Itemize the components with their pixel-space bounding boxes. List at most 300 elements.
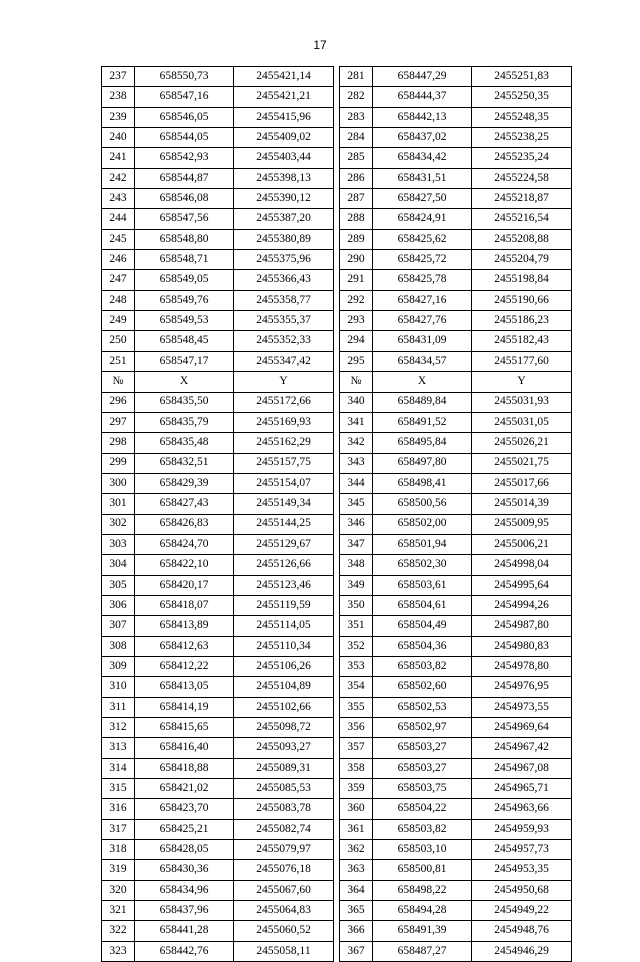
header-cell-num: № (102, 372, 135, 392)
cell-right-num: 281 (340, 67, 373, 87)
cell-left-x: 658435,48 (135, 433, 234, 453)
cell-right-x: 658503,61 (373, 575, 472, 595)
cell-right-x: 658502,30 (373, 555, 472, 575)
cell-left-x: 658424,70 (135, 534, 234, 554)
cell-right-y: 2455198,84 (472, 270, 572, 290)
cell-right-y: 2454949,22 (472, 901, 572, 921)
table-row (102, 758, 572, 778)
cell-left-num: 302 (102, 514, 135, 534)
cell-right-y: 2455017,66 (472, 473, 572, 493)
cell-left-y: 2455358,77 (234, 290, 334, 310)
cell-left-num: 309 (102, 656, 135, 676)
table-row (102, 575, 572, 595)
cell-right-num: 359 (340, 779, 373, 799)
cell-right-x: 658491,39 (373, 921, 472, 941)
cell-left-num: 251 (102, 351, 135, 371)
table-row (102, 168, 572, 188)
cell-right-y: 2454969,64 (472, 718, 572, 738)
cell-right-num: 283 (340, 107, 373, 127)
cell-left-y: 2455415,96 (234, 107, 334, 127)
cell-right-y: 2455224,58 (472, 168, 572, 188)
cell-right-y: 2454967,42 (472, 738, 572, 758)
table-row (102, 901, 572, 921)
cell-left-num: 317 (102, 819, 135, 839)
cell-left-y: 2455119,59 (234, 595, 334, 615)
cell-right-x: 658425,72 (373, 250, 472, 270)
cell-right-y: 2454959,93 (472, 819, 572, 839)
header-cell-x: X (135, 372, 234, 392)
header-cell-x: X (373, 372, 472, 392)
cell-left-y: 2455421,14 (234, 67, 334, 87)
cell-left-x: 658549,76 (135, 290, 234, 310)
cell-left-x: 658550,73 (135, 67, 234, 87)
cell-right-x: 658431,09 (373, 331, 472, 351)
cell-left-x: 658421,02 (135, 779, 234, 799)
cell-right-x: 658425,78 (373, 270, 472, 290)
cell-left-num: 296 (102, 392, 135, 412)
cell-left-num: 313 (102, 738, 135, 758)
cell-left-x: 658415,65 (135, 718, 234, 738)
cell-left-x: 658422,10 (135, 555, 234, 575)
page-number: 17 (313, 38, 327, 52)
cell-right-y: 2455248,35 (472, 107, 572, 127)
cell-left-x: 658435,79 (135, 412, 234, 432)
table-row (102, 473, 572, 493)
cell-left-x: 658548,71 (135, 250, 234, 270)
cell-left-y: 2455366,43 (234, 270, 334, 290)
cell-right-y: 2454998,04 (472, 555, 572, 575)
cell-right-y: 2454994,26 (472, 595, 572, 615)
cell-right-x: 658442,13 (373, 107, 472, 127)
cell-left-x: 658425,21 (135, 819, 234, 839)
cell-right-y: 2455208,88 (472, 229, 572, 249)
cell-left-num: 304 (102, 555, 135, 575)
cell-left-y: 2455110,34 (234, 636, 334, 656)
table-row (102, 595, 572, 615)
cell-left-x: 658547,17 (135, 351, 234, 371)
cell-left-y: 2455064,83 (234, 901, 334, 921)
cell-left-y: 2455387,20 (234, 209, 334, 229)
cell-right-num: 360 (340, 799, 373, 819)
cell-right-y: 2455251,83 (472, 67, 572, 87)
cell-right-x: 658501,94 (373, 534, 472, 554)
table-row (102, 677, 572, 697)
cell-left-num: 308 (102, 636, 135, 656)
table-row (102, 921, 572, 941)
cell-left-y: 2455352,33 (234, 331, 334, 351)
cell-left-num: 315 (102, 779, 135, 799)
cell-left-y: 2455093,27 (234, 738, 334, 758)
cell-right-y: 2454976,95 (472, 677, 572, 697)
cell-left-x: 658414,19 (135, 697, 234, 717)
table-row (102, 494, 572, 514)
cell-right-x: 658500,81 (373, 860, 472, 880)
cell-right-num: 340 (340, 392, 373, 412)
header-cell-y: Y (472, 372, 572, 392)
table-row (102, 107, 572, 127)
cell-left-x: 658412,22 (135, 656, 234, 676)
cell-right-y: 2454978,80 (472, 656, 572, 676)
cell-left-y: 2455126,66 (234, 555, 334, 575)
table-row (102, 534, 572, 554)
cell-right-num: 346 (340, 514, 373, 534)
cell-right-num: 351 (340, 616, 373, 636)
cell-right-num: 292 (340, 290, 373, 310)
cell-right-num: 365 (340, 901, 373, 921)
cell-left-num: 243 (102, 189, 135, 209)
cell-left-num: 312 (102, 718, 135, 738)
table-row (102, 718, 572, 738)
cell-right-y: 2455006,21 (472, 534, 572, 554)
table-row (102, 697, 572, 717)
cell-left-y: 2455082,74 (234, 819, 334, 839)
header-cell-y: Y (234, 372, 334, 392)
cell-left-y: 2455403,44 (234, 148, 334, 168)
cell-right-x: 658502,53 (373, 697, 472, 717)
cell-right-x: 658487,27 (373, 941, 472, 961)
cell-right-num: 293 (340, 311, 373, 331)
cell-right-x: 658427,76 (373, 311, 472, 331)
cell-left-num: 298 (102, 433, 135, 453)
cell-right-x: 658503,10 (373, 840, 472, 860)
table-row (102, 331, 572, 351)
cell-left-y: 2455154,07 (234, 473, 334, 493)
table-row (102, 209, 572, 229)
cell-right-y: 2455009,95 (472, 514, 572, 534)
cell-left-y: 2455157,75 (234, 453, 334, 473)
cell-left-x: 658546,05 (135, 107, 234, 127)
cell-right-num: 294 (340, 331, 373, 351)
cell-right-num: 366 (340, 921, 373, 941)
table-row (102, 229, 572, 249)
table-row (102, 819, 572, 839)
cell-right-x: 658503,82 (373, 656, 472, 676)
cell-right-x: 658498,22 (373, 880, 472, 900)
cell-left-y: 2455098,72 (234, 718, 334, 738)
cell-right-num: 357 (340, 738, 373, 758)
cell-left-x: 658544,05 (135, 128, 234, 148)
cell-left-x: 658548,80 (135, 229, 234, 249)
cell-left-y: 2455106,26 (234, 656, 334, 676)
cell-right-num: 352 (340, 636, 373, 656)
cell-left-num: 311 (102, 697, 135, 717)
cell-left-y: 2455347,42 (234, 351, 334, 371)
table-row (102, 311, 572, 331)
cell-left-y: 2455123,46 (234, 575, 334, 595)
cell-right-x: 658489,84 (373, 392, 472, 412)
cell-right-num: 354 (340, 677, 373, 697)
cell-left-y: 2455169,93 (234, 412, 334, 432)
cell-right-y: 2454953,35 (472, 860, 572, 880)
cell-left-y: 2455355,37 (234, 311, 334, 331)
table-row (102, 779, 572, 799)
cell-right-x: 658431,51 (373, 168, 472, 188)
table-row (102, 148, 572, 168)
cell-right-num: 345 (340, 494, 373, 514)
cell-left-x: 658429,39 (135, 473, 234, 493)
cell-right-x: 658497,80 (373, 453, 472, 473)
table-row (102, 514, 572, 534)
cell-left-num: 240 (102, 128, 135, 148)
cell-right-y: 2455182,43 (472, 331, 572, 351)
cell-left-num: 248 (102, 290, 135, 310)
table-row (102, 555, 572, 575)
cell-left-y: 2455114,05 (234, 616, 334, 636)
cell-right-y: 2455021,75 (472, 453, 572, 473)
cell-left-y: 2455375,96 (234, 250, 334, 270)
cell-right-x: 658425,62 (373, 229, 472, 249)
cell-right-x: 658427,16 (373, 290, 472, 310)
cell-left-num: 242 (102, 168, 135, 188)
cell-left-y: 2455060,52 (234, 921, 334, 941)
cell-right-y: 2454995,64 (472, 575, 572, 595)
cell-left-num: 299 (102, 453, 135, 473)
cell-left-num: 245 (102, 229, 135, 249)
cell-right-x: 658502,00 (373, 514, 472, 534)
cell-left-y: 2455129,67 (234, 534, 334, 554)
cell-right-num: 290 (340, 250, 373, 270)
cell-right-x: 658503,75 (373, 779, 472, 799)
cell-left-num: 320 (102, 880, 135, 900)
cell-right-num: 287 (340, 189, 373, 209)
table-row (102, 270, 572, 290)
cell-right-num: 350 (340, 595, 373, 615)
cell-right-y: 2454957,73 (472, 840, 572, 860)
cell-right-num: 343 (340, 453, 373, 473)
cell-left-x: 658435,50 (135, 392, 234, 412)
cell-right-y: 2455235,24 (472, 148, 572, 168)
cell-left-num: 237 (102, 67, 135, 87)
cell-right-x: 658494,28 (373, 901, 472, 921)
cell-left-x: 658544,87 (135, 168, 234, 188)
table-row (102, 636, 572, 656)
cell-left-x: 658427,43 (135, 494, 234, 514)
cell-right-num: 282 (340, 87, 373, 107)
cell-left-x: 658418,07 (135, 595, 234, 615)
cell-right-y: 2454963,66 (472, 799, 572, 819)
cell-right-num: 284 (340, 128, 373, 148)
cell-right-num: 367 (340, 941, 373, 961)
cell-right-num: 288 (340, 209, 373, 229)
cell-left-num: 314 (102, 758, 135, 778)
cell-right-num: 286 (340, 168, 373, 188)
cell-left-y: 2455421,21 (234, 87, 334, 107)
cell-left-x: 658548,45 (135, 331, 234, 351)
cell-right-num: 291 (340, 270, 373, 290)
cell-right-y: 2455026,21 (472, 433, 572, 453)
table-row (102, 290, 572, 310)
cell-right-x: 658427,50 (373, 189, 472, 209)
cell-left-y: 2455104,89 (234, 677, 334, 697)
cell-right-num: 363 (340, 860, 373, 880)
cell-left-x: 658442,76 (135, 941, 234, 961)
cell-right-y: 2454948,76 (472, 921, 572, 941)
cell-right-x: 658503,27 (373, 738, 472, 758)
cell-left-num: 322 (102, 921, 135, 941)
cell-right-num: 344 (340, 473, 373, 493)
cell-right-y: 2455218,87 (472, 189, 572, 209)
cell-right-num: 289 (340, 229, 373, 249)
cell-left-num: 305 (102, 575, 135, 595)
coordinates-table (101, 66, 572, 962)
cell-right-num: 361 (340, 819, 373, 839)
cell-right-y: 2454965,71 (472, 779, 572, 799)
cell-left-x: 658423,70 (135, 799, 234, 819)
cell-left-y: 2455162,29 (234, 433, 334, 453)
cell-right-x: 658447,29 (373, 67, 472, 87)
cell-right-x: 658503,27 (373, 758, 472, 778)
cell-left-y: 2455409,02 (234, 128, 334, 148)
table-row (102, 433, 572, 453)
cell-right-num: 353 (340, 656, 373, 676)
cell-left-x: 658412,63 (135, 636, 234, 656)
cell-left-num: 321 (102, 901, 135, 921)
cell-left-x: 658441,28 (135, 921, 234, 941)
cell-left-num: 238 (102, 87, 135, 107)
cell-right-x: 658502,60 (373, 677, 472, 697)
header-cell-num: № (340, 372, 373, 392)
table-row (102, 128, 572, 148)
table-row (102, 840, 572, 860)
cell-left-x: 658547,16 (135, 87, 234, 107)
cell-left-y: 2455085,53 (234, 779, 334, 799)
cell-left-num: 249 (102, 311, 135, 331)
cell-left-num: 301 (102, 494, 135, 514)
cell-left-num: 307 (102, 616, 135, 636)
table-row (102, 87, 572, 107)
cell-right-y: 2455204,79 (472, 250, 572, 270)
cell-left-x: 658413,05 (135, 677, 234, 697)
cell-right-x: 658504,22 (373, 799, 472, 819)
table-row (102, 656, 572, 676)
cell-right-y: 2455238,25 (472, 128, 572, 148)
cell-right-num: 358 (340, 758, 373, 778)
cell-left-num: 323 (102, 941, 135, 961)
cell-left-x: 658542,93 (135, 148, 234, 168)
cell-left-num: 247 (102, 270, 135, 290)
cell-left-x: 658547,56 (135, 209, 234, 229)
table-row (102, 860, 572, 880)
cell-left-num: 246 (102, 250, 135, 270)
cell-right-num: 342 (340, 433, 373, 453)
cell-left-num: 244 (102, 209, 135, 229)
table-row (102, 67, 572, 87)
cell-right-x: 658498,41 (373, 473, 472, 493)
cell-right-y: 2455031,05 (472, 412, 572, 432)
cell-right-x: 658434,57 (373, 351, 472, 371)
cell-left-y: 2455380,89 (234, 229, 334, 249)
cell-left-x: 658420,17 (135, 575, 234, 595)
cell-left-y: 2455144,25 (234, 514, 334, 534)
cell-right-x: 658444,37 (373, 87, 472, 107)
table-header-row (102, 372, 572, 392)
cell-right-y: 2454987,80 (472, 616, 572, 636)
cell-right-x: 658491,52 (373, 412, 472, 432)
cell-right-x: 658500,56 (373, 494, 472, 514)
table-row (102, 250, 572, 270)
cell-left-x: 658428,05 (135, 840, 234, 860)
table-row (102, 941, 572, 961)
cell-right-num: 349 (340, 575, 373, 595)
cell-left-x: 658426,83 (135, 514, 234, 534)
table-row (102, 738, 572, 758)
cell-right-num: 295 (340, 351, 373, 371)
cell-left-x: 658437,96 (135, 901, 234, 921)
cell-right-num: 356 (340, 718, 373, 738)
cell-left-num: 319 (102, 860, 135, 880)
table-row (102, 392, 572, 412)
cell-left-x: 658416,40 (135, 738, 234, 758)
cell-left-x: 658434,96 (135, 880, 234, 900)
cell-right-y: 2454973,55 (472, 697, 572, 717)
cell-left-y: 2455089,31 (234, 758, 334, 778)
cell-right-x: 658504,49 (373, 616, 472, 636)
cell-right-y: 2455014,39 (472, 494, 572, 514)
table-row (102, 880, 572, 900)
cell-left-y: 2455058,11 (234, 941, 334, 961)
cell-left-num: 297 (102, 412, 135, 432)
cell-left-y: 2455149,34 (234, 494, 334, 514)
cell-left-x: 658430,36 (135, 860, 234, 880)
cell-left-y: 2455079,97 (234, 840, 334, 860)
cell-right-y: 2455186,23 (472, 311, 572, 331)
cell-right-y: 2454946,29 (472, 941, 572, 961)
table-row (102, 189, 572, 209)
cell-left-num: 250 (102, 331, 135, 351)
cell-left-y: 2455083,78 (234, 799, 334, 819)
cell-right-x: 658504,61 (373, 595, 472, 615)
cell-left-x: 658546,08 (135, 189, 234, 209)
cell-right-y: 2454950,68 (472, 880, 572, 900)
cell-right-x: 658502,97 (373, 718, 472, 738)
cell-right-num: 355 (340, 697, 373, 717)
cell-right-y: 2454967,08 (472, 758, 572, 778)
cell-right-y: 2455190,66 (472, 290, 572, 310)
table-row (102, 453, 572, 473)
cell-right-y: 2455031,93 (472, 392, 572, 412)
cell-right-num: 348 (340, 555, 373, 575)
cell-left-num: 316 (102, 799, 135, 819)
cell-right-y: 2454980,83 (472, 636, 572, 656)
cell-left-num: 300 (102, 473, 135, 493)
table-row (102, 412, 572, 432)
cell-right-num: 347 (340, 534, 373, 554)
cell-left-y: 2455076,18 (234, 860, 334, 880)
cell-right-num: 285 (340, 148, 373, 168)
table-row (102, 799, 572, 819)
cell-right-x: 658495,84 (373, 433, 472, 453)
cell-left-x: 658549,05 (135, 270, 234, 290)
table-row (102, 351, 572, 371)
cell-left-num: 241 (102, 148, 135, 168)
cell-left-y: 2455398,13 (234, 168, 334, 188)
cell-left-x: 658413,89 (135, 616, 234, 636)
cell-right-x: 658503,82 (373, 819, 472, 839)
cell-right-x: 658434,42 (373, 148, 472, 168)
cell-left-y: 2455172,66 (234, 392, 334, 412)
cell-left-num: 303 (102, 534, 135, 554)
cell-left-x: 658418,88 (135, 758, 234, 778)
cell-right-num: 364 (340, 880, 373, 900)
cell-left-y: 2455390,12 (234, 189, 334, 209)
cell-right-y: 2455250,35 (472, 87, 572, 107)
cell-left-y: 2455067,60 (234, 880, 334, 900)
cell-left-num: 239 (102, 107, 135, 127)
cell-left-num: 310 (102, 677, 135, 697)
coordinates-table-body (102, 67, 572, 962)
cell-left-y: 2455102,66 (234, 697, 334, 717)
cell-left-x: 658549,53 (135, 311, 234, 331)
